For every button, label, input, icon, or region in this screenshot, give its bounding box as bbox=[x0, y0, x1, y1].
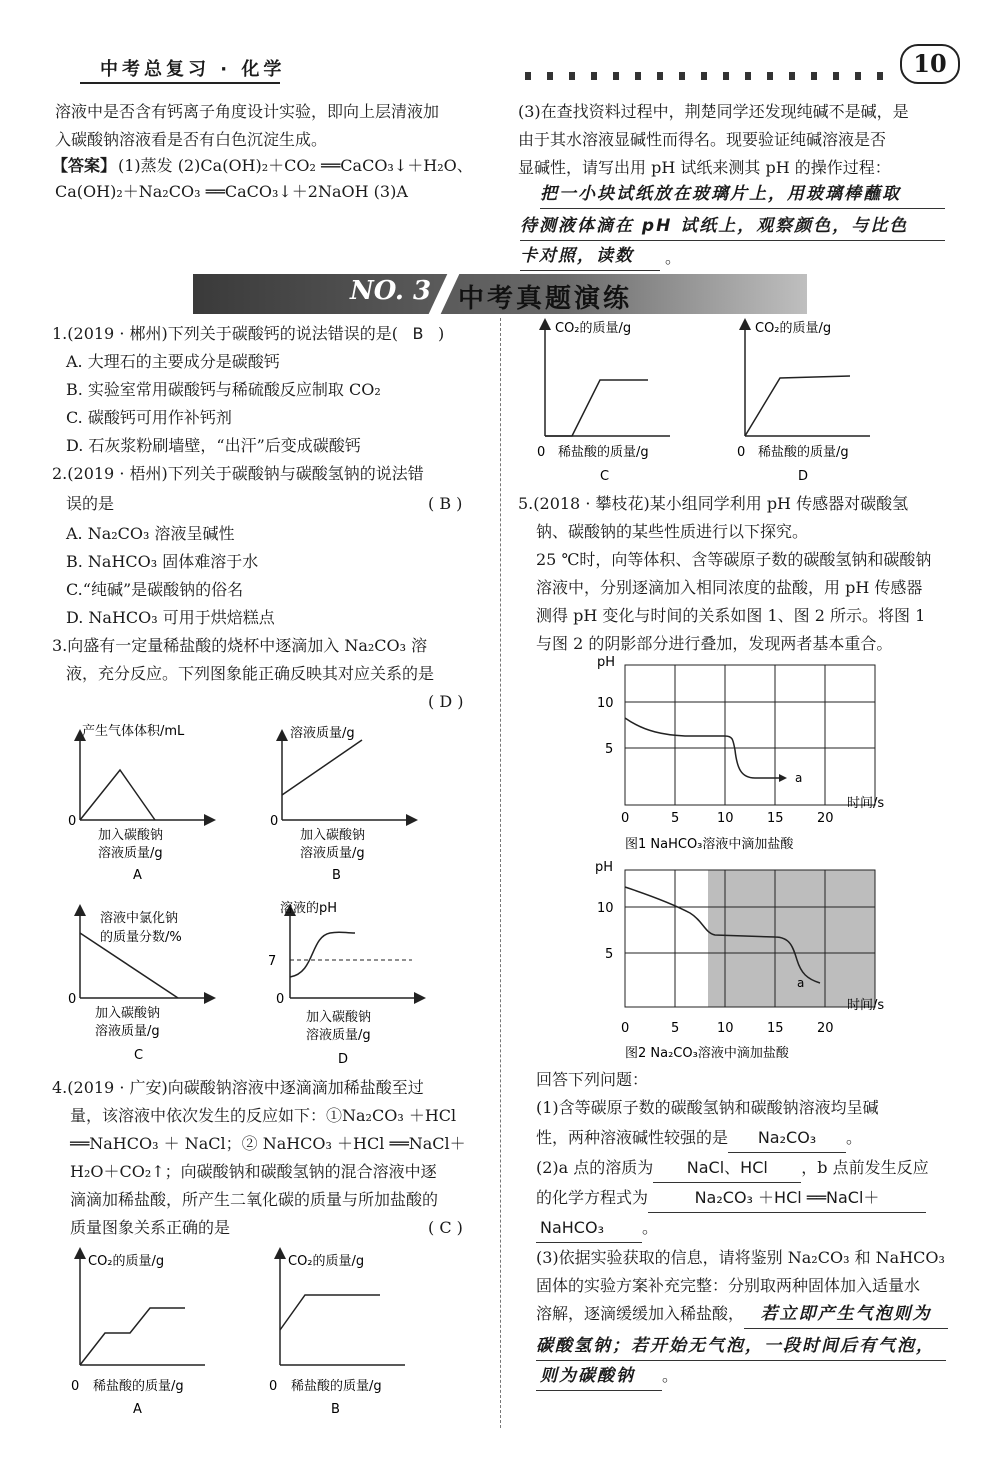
fig1-xtick-0: 0 bbox=[621, 811, 630, 826]
q5-s3a: (3)依据实验获取的信息，请将鉴别 Na₂CO₃ 和 NaHCO₃ bbox=[536, 1248, 945, 1267]
q4d-ylabel: CO₂的质量/g bbox=[755, 321, 832, 336]
q4c-label: C bbox=[600, 469, 610, 484]
q3a-label: A bbox=[133, 868, 142, 883]
q3-graph-a bbox=[68, 723, 210, 883]
fig1-xlabel: 时间/s bbox=[847, 796, 885, 811]
q4d-label: D bbox=[798, 469, 809, 484]
q4-graph-a bbox=[71, 1253, 205, 1417]
q5-figure2 bbox=[585, 855, 905, 1065]
fig1-ytick-5: 5 bbox=[605, 742, 614, 757]
q5-s3d-row: 则为碳酸钠 。 bbox=[536, 1362, 678, 1391]
section-number: NO. 3 bbox=[350, 276, 432, 306]
fig2-ytick-5: 5 bbox=[605, 947, 614, 962]
q3-answer: ( D ) bbox=[428, 692, 464, 711]
fig2-ylabel: pH bbox=[595, 860, 614, 875]
q3-graphs bbox=[50, 715, 490, 1075]
q2-answer: ( B ) bbox=[428, 494, 463, 513]
q2-option-d: D. NaHCO₃ 可用于烘焙糕点 bbox=[66, 608, 275, 627]
q5-line5: 测得 pH 变化与时间的关系如图 1、图 2 所示。将图 1 bbox=[536, 606, 926, 625]
fig2-xtick-10: 10 bbox=[717, 1021, 734, 1036]
q4d-origin: 0 bbox=[737, 445, 746, 460]
q3b-origin: 0 bbox=[270, 814, 279, 829]
q3-graph-c bbox=[68, 910, 210, 1063]
q3b-label: B bbox=[332, 868, 341, 883]
q3c-x1: 加入碳酸钠 bbox=[95, 1006, 161, 1021]
q1-option-a: A. 大理石的主要成分是碳酸钙 bbox=[66, 352, 280, 371]
q5-s2-equation-cont: NaHCO₃ bbox=[536, 1214, 642, 1243]
q4-line4: H₂O＋CO₂↑；向碳酸钠和碳酸氢钠的混合溶液中逐 bbox=[70, 1162, 437, 1181]
header-dots bbox=[525, 72, 895, 80]
header-rule bbox=[80, 82, 280, 84]
q5-s1a: (1)含等碳原子数的碳酸氢钠和碳酸钠溶液均呈碱 bbox=[536, 1098, 879, 1117]
fig1-ytick-10: 10 bbox=[597, 696, 614, 711]
q5-line1: 5.(2018 · 攀枝花)某小组同学利用 pH 传感器对碳酸氢 bbox=[518, 494, 909, 513]
column-divider bbox=[500, 318, 501, 1428]
fig1-xtick-10: 10 bbox=[717, 811, 734, 826]
q3a-origin: 0 bbox=[68, 814, 77, 829]
q1-stem: 1.(2019 · 郴州)下列关于碳酸钙的说法错误的是( B ) bbox=[52, 320, 444, 348]
fig1-point-a: a bbox=[795, 771, 803, 785]
q4-line1: 4.(2019 · 广安)向碳酸钠溶液中逐滴滴加稀盐酸至过 bbox=[52, 1078, 424, 1097]
q3-stem2: 液，充分反应。下列图象能正确反映其对应关系的是 bbox=[66, 664, 435, 683]
q3d-label: D bbox=[338, 1052, 349, 1067]
q4b-xlabel: 稀盐酸的质量/g bbox=[291, 1379, 382, 1394]
q2-option-b: B. NaHCO₃ 固体难溶于水 bbox=[66, 552, 259, 571]
q4-graphs-cd bbox=[520, 318, 960, 488]
q3c-y1: 溶液中氯化钠 bbox=[100, 911, 179, 926]
handwritten-line1: 把一小块试纸放在玻璃片上，用玻璃棒蘸取 bbox=[540, 180, 945, 209]
q4-graph-c bbox=[537, 321, 670, 484]
q3b-ylabel: 溶液质量/g bbox=[290, 726, 355, 741]
q5-s2-row: (2)a 点的溶质为 NaCl、HCl ，b 点前发生反应 bbox=[536, 1154, 929, 1183]
q4-answer: ( C ) bbox=[428, 1218, 463, 1237]
q5-line6: 与图 2 的阴影部分进行叠加，发现两者基本重合。 bbox=[536, 634, 893, 653]
q3a-ylabel: 产生气体体积/mL bbox=[82, 724, 185, 739]
q1-option-c: C. 碳酸钙可用作补钙剂 bbox=[66, 408, 232, 427]
fig2-caption: 图2 Na₂CO₃溶液中滴加盐酸 bbox=[625, 1046, 789, 1061]
q3d-ylabel: 溶液的pH bbox=[280, 901, 338, 916]
fig2-xtick-5: 5 bbox=[671, 1021, 680, 1036]
fig1-caption: 图1 NaHCO₃溶液中滴加盐酸 bbox=[625, 837, 794, 852]
q3d-seven: 7 bbox=[268, 954, 277, 969]
fig2-xtick-0: 0 bbox=[621, 1021, 630, 1036]
prev-r2: 由于其水溶液显碱性而得名。现要验证纯碱溶液是否 bbox=[518, 130, 887, 149]
q4a-label: A bbox=[133, 1402, 142, 1417]
q3-graph-d bbox=[268, 900, 420, 1067]
q4-line2: 量，该溶液中依次发生的反应如下：①Na₂CO₃ ＋HCl bbox=[70, 1106, 457, 1125]
q3a-curve bbox=[80, 770, 155, 820]
q4c-curve bbox=[545, 380, 648, 436]
q1-answer: B bbox=[412, 324, 424, 343]
q5-s2c-row: 的化学方程式为 Na₂CO₃ ＋HCl ══NaCl＋ bbox=[536, 1184, 926, 1213]
q5-s1-row: 性，两种溶液碱性较强的是 Na₂CO₃ 。 bbox=[536, 1124, 862, 1153]
q3c-y2: 的质量分数/% bbox=[100, 930, 182, 945]
fig2-point-a: a bbox=[797, 976, 805, 990]
q5-s3-hand3: 则为碳酸钠 bbox=[536, 1362, 662, 1391]
q5-s3c-row: 溶解，逐滴缓缓加入稀盐酸， 若立即产生气泡则为 bbox=[536, 1300, 948, 1329]
q4c-xlabel: 稀盐酸的质量/g bbox=[558, 445, 649, 460]
q2-option-c: C.“纯碱”是碳酸钠的俗名 bbox=[66, 580, 244, 599]
q4-line5: 滴滴加稀盐酸，所产生二氧化碳的质量与所加盐酸的 bbox=[70, 1190, 439, 1209]
q4b-origin: 0 bbox=[269, 1379, 278, 1394]
q4a-ylabel: CO₂的质量/g bbox=[88, 1254, 165, 1269]
q3d-origin: 0 bbox=[276, 992, 285, 1007]
q2-stem2: 误的是 bbox=[66, 494, 115, 513]
q5-s2d-row: NaHCO₃ 。 bbox=[536, 1214, 658, 1243]
handwritten-line3: 卡对照，读数 bbox=[520, 242, 660, 271]
q3c-label: C bbox=[134, 1048, 144, 1063]
q3a-x2: 溶液质量/g bbox=[98, 846, 163, 861]
section-title: 中考真题演练 bbox=[458, 284, 633, 314]
q4a-origin: 0 bbox=[71, 1379, 80, 1394]
handwritten-line2: 待测液体滴在 pH 试纸上，观察颜色，与比色 bbox=[520, 212, 945, 241]
period: 。 bbox=[665, 248, 682, 267]
q3d-x2: 溶液质量/g bbox=[306, 1028, 371, 1043]
q4-graph-d bbox=[737, 321, 870, 484]
q5-s3b: 固体的实验方案补充完整：分别取两种固体加入适量水 bbox=[536, 1276, 921, 1295]
answer-line2: Ca(OH)₂＋Na₂CO₃ ══CaCO₃↓＋2NaOH (3)A bbox=[55, 182, 408, 201]
q4c-ylabel: CO₂的质量/g bbox=[555, 321, 632, 336]
answer-tag: 【答案】 bbox=[52, 156, 117, 175]
q5-s3-hand2: 碳酸氢钠；若开始无气泡，一段时间后有气泡， bbox=[536, 1332, 946, 1361]
fig2-xtick-15: 15 bbox=[767, 1021, 784, 1036]
q4c-origin: 0 bbox=[537, 445, 546, 460]
q3c-x2: 溶液质量/g bbox=[95, 1024, 160, 1039]
q3d-x1: 加入碳酸钠 bbox=[306, 1010, 372, 1025]
fig2-xtick-20: 20 bbox=[817, 1021, 834, 1036]
q3b-x2: 溶液质量/g bbox=[300, 846, 365, 861]
answer-line1: (1)蒸发 (2)Ca(OH)₂＋CO₂ ══CaCO₃↓＋H₂O、 bbox=[118, 156, 473, 175]
q5-line4: 溶液中，分别逐滴加入相同浓度的盐酸，用 pH 传感器 bbox=[536, 578, 923, 597]
q3-graph-b bbox=[270, 725, 412, 883]
q4-line3: ══NaHCO₃ ＋ NaCl；② NaHCO₃ ＋HCl ══NaCl＋ bbox=[70, 1134, 466, 1153]
fig1-xtick-5: 5 bbox=[671, 811, 680, 826]
q3b-x1: 加入碳酸钠 bbox=[300, 828, 366, 843]
q5-line2: 钠、碳酸钠的某些性质进行以下探究。 bbox=[536, 522, 809, 541]
fig1-xtick-20: 20 bbox=[817, 811, 834, 826]
q3c-origin: 0 bbox=[68, 992, 77, 1007]
prev-line1: 溶液中是否含有钙离子角度设计实验，即向上层清液加 bbox=[55, 102, 440, 121]
prev-r3: 显碱性，请写出用 pH 试纸来测其 pH 的操作过程： bbox=[518, 158, 891, 177]
q3b-curve bbox=[282, 740, 362, 795]
q4d-curve bbox=[745, 376, 850, 436]
prev-r1: (3)在查找资料过程中，荆楚同学还发现纯碱不是碱，是 bbox=[518, 102, 909, 121]
q5-s3-hand1: 若立即产生气泡则为 bbox=[744, 1300, 948, 1329]
q5-s2-answer: NaCl、HCl bbox=[653, 1154, 801, 1183]
q4b-curve bbox=[280, 1295, 380, 1330]
q4d-xlabel: 稀盐酸的质量/g bbox=[758, 445, 849, 460]
q3d-curve bbox=[290, 932, 355, 977]
fig1-ylabel: pH bbox=[597, 655, 616, 670]
fig1-xtick-15: 15 bbox=[767, 811, 784, 826]
q4a-xlabel: 稀盐酸的质量/g bbox=[93, 1379, 184, 1394]
q4-graphs-ab bbox=[55, 1245, 495, 1420]
header-title: 中考总复习 · 化学 bbox=[100, 59, 286, 80]
fig2-shaded-region bbox=[708, 870, 875, 1007]
q5-s2-equation: Na₂CO₃ ＋HCl ══NaCl＋ bbox=[648, 1184, 926, 1213]
q5-figure1 bbox=[585, 650, 905, 860]
q1-option-b: B. 实验室常用碳酸钙与稀硫酸反应制取 CO₂ bbox=[66, 380, 381, 399]
q1-option-d: D. 石灰浆粉刷墙壁，“出汗”后变成碳酸钙 bbox=[66, 436, 361, 455]
q5-prompt: 回答下列问题： bbox=[536, 1070, 649, 1089]
q4-graph-b bbox=[269, 1253, 405, 1417]
q2-stem: 2.(2019 · 梧州)下列关于碳酸钠与碳酸氢钠的说法错 bbox=[52, 464, 424, 483]
q4a-curve bbox=[80, 1308, 185, 1365]
q5-line3: 25 ℃时，向等体积、含等碳原子数的碳酸氢钠和碳酸钠 bbox=[536, 550, 932, 569]
q4b-label: B bbox=[331, 1402, 340, 1417]
fig2-ytick-10: 10 bbox=[597, 901, 614, 916]
page-number: 10 bbox=[900, 44, 960, 84]
q3-stem: 3.向盛有一定量稀盐酸的烧杯中逐滴加入 Na₂CO₃ 溶 bbox=[52, 636, 428, 655]
q2-option-a: A. Na₂CO₃ 溶液呈碱性 bbox=[66, 524, 235, 543]
q4b-ylabel: CO₂的质量/g bbox=[288, 1254, 365, 1269]
q5-s1-answer: Na₂CO₃ bbox=[728, 1124, 846, 1153]
prev-line2: 入碳酸钠溶液看是否有白色沉淀生成。 bbox=[55, 130, 328, 149]
q4-line6: 质量图象关系正确的是 bbox=[70, 1218, 231, 1237]
q3a-x1: 加入碳酸钠 bbox=[98, 828, 164, 843]
fig2-xlabel: 时间/s bbox=[847, 998, 885, 1013]
